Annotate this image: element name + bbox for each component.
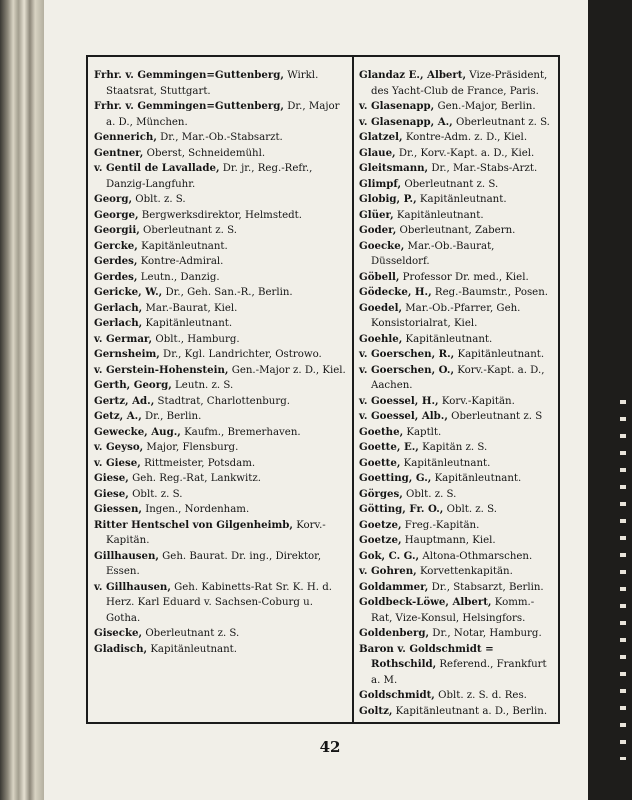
directory-entry bbox=[94, 316, 346, 332]
left-column bbox=[94, 68, 346, 708]
entry-detail: Oberleutnant z. S. bbox=[404, 178, 499, 190]
directory-entry bbox=[359, 146, 553, 162]
page-number: 42 bbox=[319, 738, 341, 756]
entry-name: George, bbox=[94, 208, 139, 221]
entry-name: v. Goerschen, O., bbox=[359, 363, 455, 376]
entry-detail: Kapitänleutnant. bbox=[434, 473, 522, 484]
entry-detail: Geh. Kabinetts-Rat Sr. K. H. d. Herz. Karl Eduard v. Sachsen-Coburg u. Gotha. bbox=[106, 581, 332, 624]
entry-name: v. Germar, bbox=[94, 332, 153, 345]
entry-name: Gewecke, Aug., bbox=[94, 425, 181, 438]
page-edge-marks bbox=[620, 400, 626, 760]
entry-name: Gericke, W., bbox=[94, 286, 163, 298]
entry-detail: Reg.-Baumstr., Posen. bbox=[434, 287, 549, 298]
entry-detail: Kapitänleutnant a. D., Berlin. bbox=[395, 705, 548, 717]
directory-entry bbox=[359, 564, 553, 580]
entry-name: Goedel, bbox=[359, 301, 402, 314]
directory-entry bbox=[359, 301, 553, 332]
entry-detail: Gen.-Major, Berlin. bbox=[437, 101, 536, 112]
entry-name: Gercke, bbox=[94, 239, 138, 252]
directory-entry bbox=[359, 208, 553, 224]
entry-name: Gerdes, bbox=[94, 255, 138, 267]
entry-name: v. Goerschen, R., bbox=[359, 348, 455, 360]
entry-detail: Kapitänleutnant. bbox=[150, 643, 237, 655]
entry-name: Goldammer, bbox=[359, 580, 429, 593]
directory-entry bbox=[94, 440, 346, 456]
directory-entry bbox=[359, 626, 553, 642]
entry-name: Gisecke, bbox=[94, 627, 143, 639]
directory-entry bbox=[94, 409, 346, 425]
entry-name: Gentner, bbox=[94, 146, 144, 159]
entry-name: Gillhausen, bbox=[94, 549, 159, 562]
directory-entry bbox=[359, 456, 553, 472]
entry-detail: Freg.-Kapitän. bbox=[404, 519, 480, 531]
entry-name: Frhr. v. Gemmingen=Guttenberg, bbox=[94, 69, 284, 81]
entry-name: Gertz, Ad., bbox=[94, 394, 155, 407]
entry-detail: Gen.-Major z. D., Kiel. bbox=[231, 364, 346, 376]
entry-detail: Kaptlt. bbox=[406, 426, 442, 438]
directory-entry bbox=[359, 99, 553, 115]
directory-entry bbox=[359, 595, 553, 626]
directory-entry bbox=[94, 347, 346, 363]
entry-name: Goder, bbox=[359, 224, 397, 236]
entry-name: Glatzel, bbox=[359, 131, 403, 143]
entry-detail: Dr., Kgl. Landrichter, Ostrowo. bbox=[163, 349, 322, 360]
entry-name: Goldbeck-Löwe, Albert, bbox=[359, 596, 492, 608]
entry-detail: Dr. jr., Reg.-Refr., Danzig-Langfuhr. bbox=[106, 163, 313, 190]
entry-name: Goldenberg, bbox=[359, 627, 430, 639]
entry-name: Gerth, Georg, bbox=[94, 379, 172, 391]
entry-name: Goethe, bbox=[359, 425, 404, 438]
entry-name: Goecke, bbox=[359, 239, 405, 252]
entry-detail: Dr., Notar, Hamburg. bbox=[432, 628, 542, 639]
entry-detail: Kontre-Adm. z. D., Kiel. bbox=[405, 132, 528, 143]
entry-name: Gok, C. G., bbox=[359, 549, 420, 562]
directory-entry bbox=[359, 363, 553, 394]
directory-entry bbox=[94, 425, 346, 441]
directory-entry bbox=[359, 704, 553, 720]
entry-detail: Referend., Frankfurt a. M. bbox=[371, 659, 547, 686]
directory-entry bbox=[94, 580, 346, 627]
entry-name: Glaue, bbox=[359, 146, 396, 159]
directory-entry bbox=[359, 688, 553, 704]
entry-detail: Altona-Othmarschen. bbox=[422, 550, 533, 562]
entry-detail: Oberleutnant z. S. bbox=[145, 628, 240, 639]
entry-detail: Dr., Stabsarzt, Berlin. bbox=[431, 581, 544, 593]
directory-entry bbox=[94, 270, 346, 286]
directory-entry bbox=[94, 471, 346, 487]
column-divider bbox=[352, 57, 354, 722]
entry-detail: Professor Dr. med., Kiel. bbox=[402, 271, 529, 283]
entry-name: Baron v. Goldschmidt = Rothschild, bbox=[359, 642, 494, 670]
directory-entry bbox=[94, 642, 346, 658]
entry-name: Gernsheim, bbox=[94, 348, 160, 360]
directory-entry bbox=[94, 239, 346, 255]
directory-entry bbox=[359, 409, 553, 425]
entry-name: Görges, bbox=[359, 487, 403, 500]
directory-entry bbox=[94, 518, 346, 549]
entry-name: Goetze, bbox=[359, 534, 402, 546]
entry-name: Globig, P., bbox=[359, 193, 417, 205]
directory-entry bbox=[94, 130, 346, 146]
entry-name: Gerlach, bbox=[94, 301, 143, 314]
entry-name: Gleitsmann, bbox=[359, 162, 429, 174]
entry-name: Goetze, bbox=[359, 518, 402, 531]
entry-detail: Kapitänleutnant. bbox=[419, 194, 507, 205]
directory-entry bbox=[359, 130, 553, 146]
entry-detail: Dr., Korv.-Kapt. a. D., Kiel. bbox=[398, 147, 535, 159]
directory-entry bbox=[359, 115, 553, 131]
directory-entry bbox=[94, 332, 346, 348]
entry-detail: Kontre-Admiral. bbox=[140, 256, 224, 267]
entry-name: v. Gerstein-Hohenstein, bbox=[94, 363, 229, 376]
directory-entry bbox=[359, 332, 553, 348]
entry-detail: Kapitän z. S. bbox=[422, 442, 488, 453]
entry-detail: Rittmeister, Potsdam. bbox=[144, 457, 256, 469]
entry-name: v. Giese, bbox=[94, 456, 141, 469]
entry-name: Glüer, bbox=[359, 208, 394, 221]
directory-entry bbox=[359, 68, 553, 99]
entry-name: v. Glasenapp, A., bbox=[359, 115, 453, 128]
entry-detail: Oblt. z. S. bbox=[406, 488, 457, 500]
entry-name: Glandaz E., Albert, bbox=[359, 69, 467, 81]
entry-name: Götting, Fr. O., bbox=[359, 503, 444, 515]
entry-name: Gödecke, H., bbox=[359, 286, 432, 298]
directory-entry bbox=[359, 177, 553, 193]
entry-detail: Dr., Geh. San.-R., Berlin. bbox=[165, 287, 293, 298]
entry-name: v. Geyso, bbox=[94, 441, 144, 453]
entry-detail: Komm.-Rat, Vize-Konsul, Helsingfors. bbox=[371, 597, 535, 624]
entry-name: Goette, bbox=[359, 456, 401, 469]
entry-name: Goetting, G., bbox=[359, 472, 432, 484]
entry-detail: Mar.-Ob.-Pfarrer, Geh. Konsistorialrat, Kiel. bbox=[371, 302, 521, 329]
directory-entry bbox=[94, 146, 346, 162]
directory-entry bbox=[94, 68, 346, 99]
entry-detail: Major, Flensburg. bbox=[146, 442, 239, 453]
entry-name: Gennerich, bbox=[94, 131, 157, 143]
entry-detail: Kapitänleutnant. bbox=[145, 318, 233, 329]
entry-detail: Dr., Mar.-Ob.-Stabsarzt. bbox=[160, 132, 283, 143]
right-column bbox=[359, 68, 553, 717]
entry-detail: Kapitänleutnant. bbox=[396, 209, 484, 221]
entry-detail: Oblt. z. S. d. Res. bbox=[438, 690, 527, 701]
directory-entry bbox=[359, 192, 553, 208]
entry-name: Ritter Hentschel von Gilgenheimb, bbox=[94, 518, 293, 531]
directory-entry bbox=[94, 161, 346, 192]
directory-entry bbox=[94, 394, 346, 410]
entry-name: Goehle, bbox=[359, 332, 403, 345]
entry-detail: Oberst, Schneidemühl. bbox=[146, 147, 266, 159]
directory-entry bbox=[94, 285, 346, 301]
directory-entry bbox=[359, 580, 553, 596]
entry-detail: Kapitänleutnant. bbox=[403, 457, 491, 469]
entry-detail: Kapitänleutnant. bbox=[405, 333, 493, 345]
entry-detail: Leutn., Danzig. bbox=[140, 271, 220, 283]
directory-entry bbox=[359, 270, 553, 286]
entry-detail: Oblt. z. S. bbox=[446, 504, 498, 515]
entry-name: Frhr. v. Gemmingen=Guttenberg, bbox=[94, 100, 284, 112]
entry-detail: Oberleutnant z. S. bbox=[143, 225, 237, 236]
entry-detail: Oberleutnant z. S. bbox=[455, 116, 550, 128]
entry-name: Goltz, bbox=[359, 704, 393, 717]
directory-entry bbox=[359, 533, 553, 549]
entry-detail: Dr., Mar.-Stabs-Arzt. bbox=[431, 163, 538, 174]
entry-detail: Leutn. z. S. bbox=[175, 380, 234, 391]
entry-name: v. Goessel, H., bbox=[359, 394, 439, 407]
entry-name: Georg, bbox=[94, 193, 133, 205]
directory-entry bbox=[359, 487, 553, 503]
entry-detail: Mar.-Baurat, Kiel. bbox=[145, 302, 238, 314]
directory-entry bbox=[359, 285, 553, 301]
entry-detail: Kapitänleutnant. bbox=[457, 349, 545, 360]
directory-entry bbox=[94, 626, 346, 642]
entry-detail: Oblt., Hamburg. bbox=[155, 333, 240, 345]
entry-detail: Kaufm., Bremerhaven. bbox=[184, 426, 301, 438]
directory-entry bbox=[94, 549, 346, 580]
entry-name: Getz, A., bbox=[94, 410, 142, 422]
directory-entry bbox=[94, 502, 346, 518]
directory-entry bbox=[359, 425, 553, 441]
directory-entry bbox=[94, 223, 346, 239]
directory-entry bbox=[359, 471, 553, 487]
entry-name: Giessen, bbox=[94, 503, 142, 515]
entry-detail: Ingen., Nordenham. bbox=[145, 504, 250, 515]
directory-entry bbox=[94, 99, 346, 130]
directory-entry bbox=[94, 301, 346, 317]
entry-detail: Oberleutnant, Zabern. bbox=[399, 225, 516, 236]
directory-entry bbox=[359, 440, 553, 456]
entry-name: Giese, bbox=[94, 472, 129, 484]
entry-detail: Kapitänleutnant. bbox=[141, 240, 228, 252]
directory-entry bbox=[359, 239, 553, 270]
entry-name: v. Gentil de Lavallade, bbox=[94, 162, 220, 174]
entry-detail: Bergwerksdirektor, Helmstedt. bbox=[141, 209, 303, 221]
directory-entry bbox=[359, 394, 553, 410]
entry-detail: Wirkl. Staatsrat, Stuttgart. bbox=[106, 70, 319, 97]
entry-name: Georgii, bbox=[94, 224, 140, 236]
entry-detail: Oberleutnant z. S bbox=[451, 411, 543, 422]
entry-name: Goldschmidt, bbox=[359, 689, 435, 701]
directory-entry bbox=[359, 223, 553, 239]
entry-name: v. Glasenapp, bbox=[359, 100, 435, 112]
entry-name: Goette, E., bbox=[359, 441, 419, 453]
entry-name: v. Gillhausen, bbox=[94, 580, 171, 593]
entry-detail: Dr., Major a. D., München. bbox=[106, 101, 340, 128]
directory-entry bbox=[359, 549, 553, 565]
directory-entry bbox=[359, 161, 553, 177]
entry-detail: Hauptmann, Kiel. bbox=[404, 535, 496, 546]
entry-name: Gladisch, bbox=[94, 642, 148, 655]
entry-detail: Dr., Berlin. bbox=[145, 411, 202, 422]
book-spine bbox=[0, 0, 44, 800]
entry-detail: Korvettenkapitän. bbox=[419, 566, 513, 577]
entry-name: Glimpf, bbox=[359, 177, 402, 190]
directory-entry bbox=[359, 642, 553, 689]
entry-name: v. Gohren, bbox=[359, 565, 417, 577]
entry-detail: Korv.-Kapt. a. D., Aachen. bbox=[371, 364, 545, 391]
entry-name: v. Goessel, Alb., bbox=[359, 410, 448, 422]
entry-detail: Geh. Baurat. Dr. ing., Direktor, Essen. bbox=[106, 550, 322, 577]
directory-entry bbox=[359, 518, 553, 534]
entry-detail: Oblt. z. S. bbox=[132, 488, 183, 500]
entry-name: Giese, bbox=[94, 487, 129, 500]
entry-detail: Oblt. z. S. bbox=[135, 194, 186, 205]
directory-entry bbox=[94, 363, 346, 379]
entry-name: Göbell, bbox=[359, 270, 400, 283]
directory-entry bbox=[94, 487, 346, 503]
directory-entry bbox=[359, 502, 553, 518]
entry-detail: Korv.-Kapitän. bbox=[106, 519, 326, 546]
entry-detail: Geh. Reg.-Rat, Lankwitz. bbox=[132, 473, 261, 484]
directory-entry bbox=[359, 347, 553, 363]
entry-name: Gerdes, bbox=[94, 270, 138, 283]
directory-entry bbox=[94, 208, 346, 224]
entry-detail: Vize-Präsident, des Yacht-Club de France, Paris. bbox=[371, 70, 548, 97]
entry-detail: Stadtrat, Charlottenburg. bbox=[157, 395, 290, 407]
directory-entry bbox=[94, 456, 346, 472]
entry-detail: Korv.-Kapitän. bbox=[441, 395, 515, 407]
directory-entry bbox=[94, 192, 346, 208]
entry-detail: Mar.-Ob.-Baurat, Düsseldorf. bbox=[371, 240, 495, 267]
directory-entry bbox=[94, 378, 346, 394]
entry-name: Gerlach, bbox=[94, 317, 143, 329]
directory-entry bbox=[94, 254, 346, 270]
